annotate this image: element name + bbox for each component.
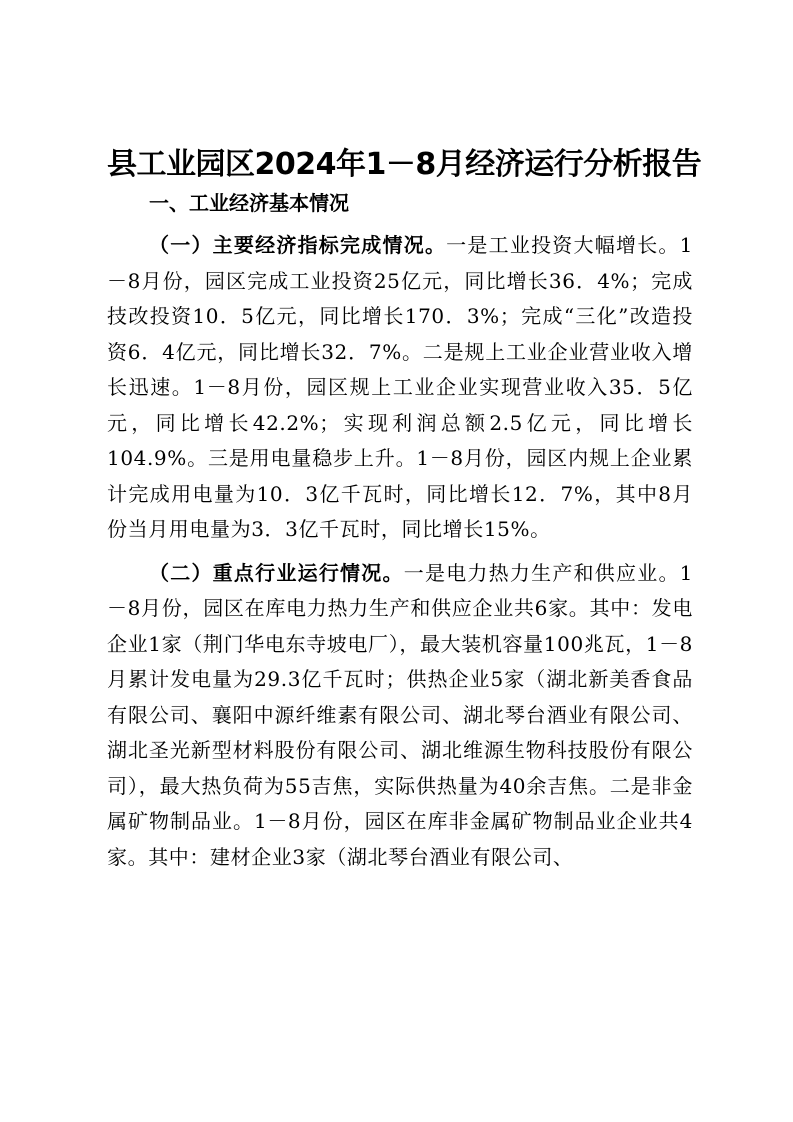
paragraph-2-body: 一是电力热力生产和供应业。1－8月份，园区在库电力热力生产和供应企业共6家。其中：发电企业1家（荆门华电东寺坡电厂），最大装机容量100兆瓦，1－8月累计发电量为29.3亿千瓦时；供热企业5家（湖北新美香食品有限公司、襄阳中源纤维素有限公司、湖北琴台酒业有限公司、湖北圣光新型材料股份有限公司、湖北维源生物科技股份有限公司），最大热负荷为55吉焦，实际供热量为40余吉焦。二是非金属矿物制品业。1－8月份，园区在库非金属矿物制品业企业共4家。其中：建材企业3家（湖北琴台酒业有限公司、 xyxy=(107,560,694,869)
paragraph-2-lead: （二）重点行业运行情况。 xyxy=(149,560,404,585)
section-heading-1: 一、工业经济基本情况 xyxy=(149,191,349,215)
paragraph-1 xyxy=(107,228,693,548)
paragraph-2 xyxy=(107,556,693,876)
paragraph-1-lead: （一）主要经济指标完成情况。 xyxy=(149,233,447,257)
document-title: 县工业园区2024年1－8月经济运行分析报告 xyxy=(107,147,702,182)
paragraph-1-body: 一是工业投资大幅增长。1－8月份，园区完成工业投资25亿元，同比增长36．4%；完成技改投资10．5亿元，同比增长170．3%；完成“三化”改造投资6．4亿元，同比增长32．7%。二是规上工业企业营业收入增长迅速。1－8月份，园区规上工业企业实现营业收入35．5亿元，同比增长42.2%；实现利润总额2.5亿元，同比增长104.9%。三是用电量稳步上升。1－8月份，园区内规上企业累计完成用电量为10．3亿千瓦时，同比增长12．7%，其中8月份当月用电量为3．3亿千瓦时，同比增长15%。 xyxy=(107,233,693,541)
